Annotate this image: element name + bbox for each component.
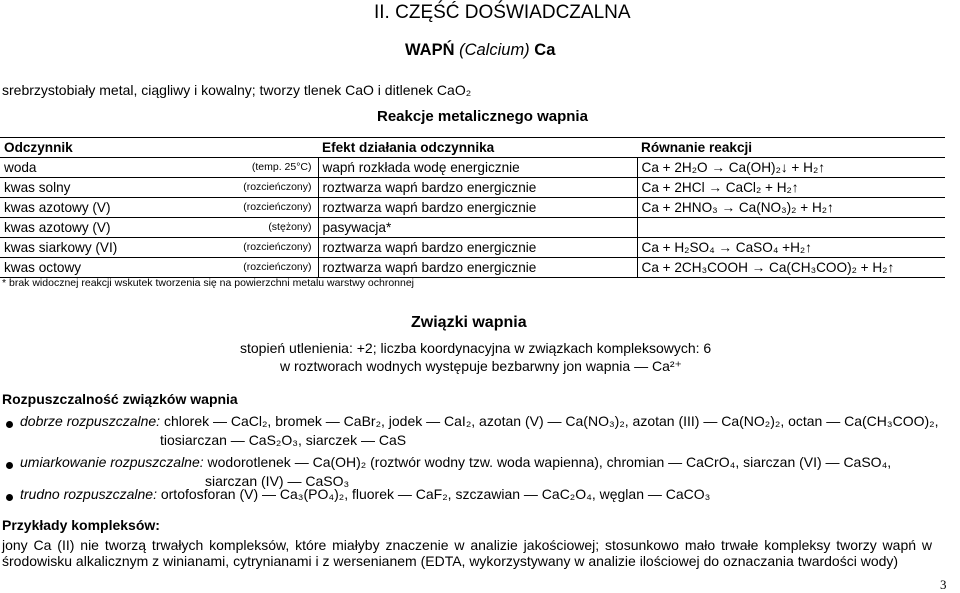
solubility-title: Rozpuszczalność związków wapnia: [2, 391, 238, 407]
reagent-cell: kwas azotowy (V): [4, 200, 111, 215]
table-row: [0, 258, 945, 278]
bullet-icon: [6, 421, 13, 428]
condition-cell: (rozcieńczony): [243, 261, 312, 273]
examples-title: Przykłady kompleksów:: [2, 517, 160, 533]
reactions-table: [0, 137, 945, 278]
solubility-item: [20, 486, 710, 502]
reagent-cell: kwas octowy: [4, 260, 82, 275]
table-row: [0, 178, 945, 198]
examples-body: [2, 537, 932, 569]
column-header-reagent: Odczynnik: [0, 138, 318, 158]
solubility-text: ortofosforan (V) — Ca₃(PO₄)₂, fluorek — CaF₂, szczawian — CaC₂O₄, węglan — CaCO₃: [160, 486, 711, 502]
bullet-icon: [6, 462, 13, 469]
equation-cell: [637, 218, 945, 238]
table-row: [0, 218, 945, 238]
condition-cell: (rozcieńczony): [243, 241, 312, 253]
element-description: srebrzystobiały metal, ciągliwy i kowalny; tworzy tlenek CaO i ditlenek CaO₂: [2, 82, 472, 98]
reagent-cell: kwas siarkowy (VI): [4, 240, 118, 255]
section-title: II. CZĘŚĆ DOŚWIADCZALNA: [374, 2, 631, 23]
solubility-label: trudno rozpuszczalne:: [20, 486, 157, 502]
reagent-cell: woda: [4, 160, 37, 175]
effect-cell: wapń rozkłada wodę energicznie: [318, 158, 637, 178]
equation-cell: Ca + H₂SO₄ → CaSO₄ +H₂↑: [637, 238, 945, 258]
reactions-title: Reakcje metalicznego wapnia: [377, 108, 588, 125]
column-header-effect: Efekt działania odczynnika: [318, 138, 637, 158]
bullet-icon: [6, 494, 13, 501]
element-title: [405, 41, 555, 60]
solubility-continuation: tiosiarczan — CaS₂O₃, siarczek — CaS: [160, 432, 407, 448]
solubility-label: dobrze rozpuszczalne:: [20, 413, 161, 429]
solubility-item: [20, 454, 891, 470]
solubility-continuation: siarczan (IV) — CaSO₃: [205, 473, 350, 489]
column-header-equation: Równanie reakcji: [637, 138, 945, 158]
condition-cell: (rozcieńczony): [243, 201, 312, 213]
condition-cell: (stężony): [268, 221, 312, 233]
table-row: [0, 198, 945, 218]
table-row: [0, 238, 945, 258]
compounds-title: Związki wapnia: [411, 314, 527, 331]
effect-cell: roztwarza wapń bardzo energicznie: [318, 238, 637, 258]
effect-cell: roztwarza wapń bardzo energicznie: [318, 198, 637, 218]
effect-cell: roztwarza wapń bardzo energicznie: [318, 178, 637, 198]
solubility-text: chlorek — CaCl₂, bromek — CaBr₂, jodek — CaI₂, azotan (V) — Ca(NO₃)₂, azotan (III) — Ca(NO₂)₂, octan — Ca(CH₃COO)₂,: [163, 413, 939, 429]
equation-cell: Ca + 2H₂O → Ca(OH)₂↓ + H₂↑: [637, 158, 945, 178]
solubility-item: [20, 413, 938, 429]
table-row: [0, 158, 945, 178]
solubility-label: umiarkowanie rozpuszczalne:: [20, 454, 204, 470]
examples-line: jony Ca (II) nie tworzą trwałych kompleksów, które miałyby znaczenie w analizie jakościowej; stosunkowo mało trwałe kompleksy tworzy wapń w: [2, 537, 932, 553]
reagent-cell: kwas azotowy (V): [4, 220, 111, 235]
condition-cell: (temp. 25°C): [251, 161, 312, 173]
examples-line: środowisku alkalicznym z winianami, cytrynianami i z wersenianem (EDTA, wykorzystywany w analizie ilościowej do oznaczania twardości wody): [2, 553, 899, 569]
equation-cell: Ca + 2HCl → CaCl₂ + H₂↑: [637, 178, 945, 198]
table-footnote: * brak widocznej reakcji wskutek tworzenia się na powierzchni metalu warstwy ochronnej: [2, 277, 415, 289]
equation-cell: Ca + 2HNO₃ → Ca(NO₃)₂ + H₂↑: [637, 198, 945, 218]
oxidation-state-text: stopień utlenienia: +2; liczba koordynacyjna w związkach kompleksowych: 6: [240, 340, 712, 356]
equation-cell: Ca + 2CH₃COOH → Ca(CH₃COO)₂ + H₂↑: [637, 258, 945, 278]
reagent-cell: kwas solny: [4, 180, 71, 195]
element-latin: (Calcium): [459, 41, 530, 59]
element-symbol: Ca: [534, 41, 556, 59]
element-name: WAPŃ: [405, 41, 455, 59]
page-number: 3: [940, 577, 947, 592]
table-header-row: [0, 138, 945, 158]
effect-cell: roztwarza wapń bardzo energicznie: [318, 258, 637, 278]
effect-cell: pasywacja*: [318, 218, 637, 238]
solubility-text: wodorotlenek — Ca(OH)₂ (roztwór wodny tzw. woda wapienna), chromian — CaCrO₄, siarczan (VI) — CaSO₄,: [207, 454, 892, 470]
condition-cell: (rozcieńczony): [243, 181, 312, 193]
ion-text: w roztworach wodnych występuje bezbarwny jon wapnia — Ca²⁺: [280, 358, 682, 374]
